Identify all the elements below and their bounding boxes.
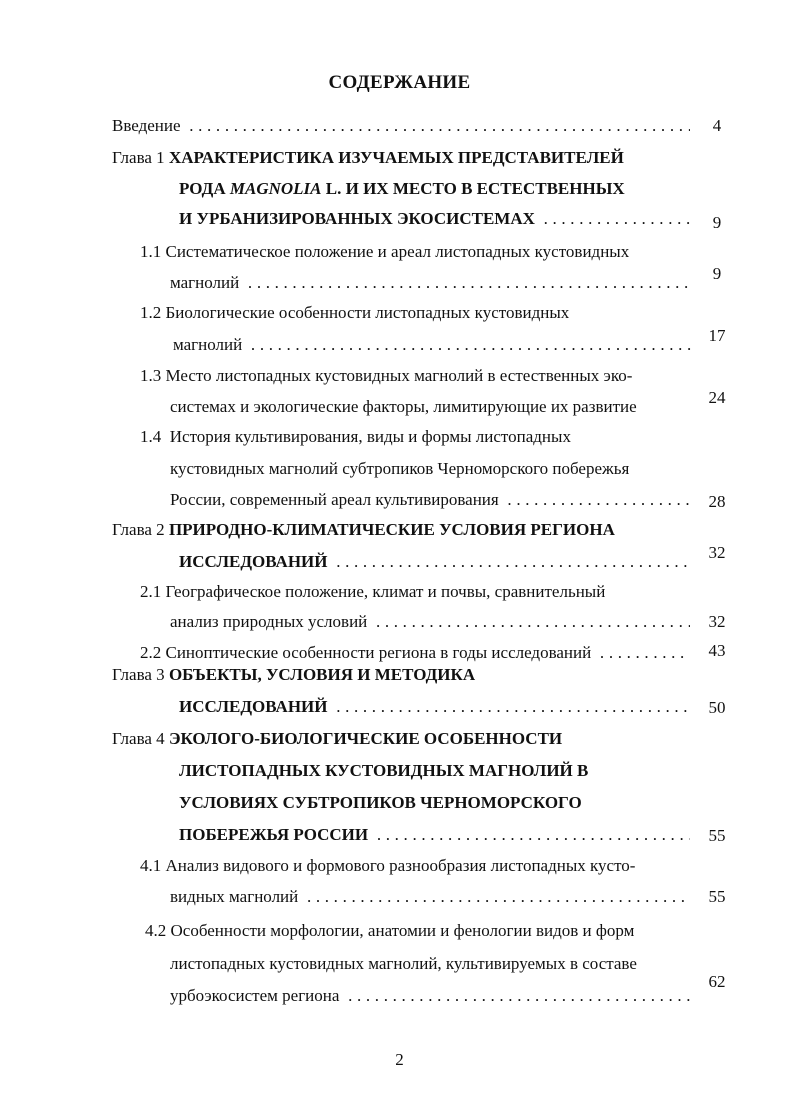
section-title: 2.2 Синоптические особенности региона в годы исследований xyxy=(140,643,592,662)
toc-page-number: 50 xyxy=(708,698,726,717)
toc-chapter-1-line-3 xyxy=(179,206,690,232)
section-title: анализ природных условий xyxy=(170,612,368,631)
chapter-title: ХАРАКТЕРИСТИКА ИЗУЧАЕМЫХ ПРЕДСТАВИТЕЛЕЙ xyxy=(168,148,624,167)
toc-chapter-4-line-3 xyxy=(179,790,699,816)
chapter-title: L. И ИХ МЕСТО В ЕСТЕСТВЕННЫХ xyxy=(321,179,625,198)
chapter-title: УСЛОВИЯХ СУБТРОПИКОВ ЧЕРНОМОРСКОГО xyxy=(179,793,582,812)
toc-section-4-2-line-1[interactable] xyxy=(145,918,700,944)
toc-section-4-2-line-2 xyxy=(170,951,700,977)
toc-chapter-2-line-2 xyxy=(179,549,690,575)
chapter-title: РОДА xyxy=(179,179,230,198)
toc-page-number: 55 xyxy=(708,826,726,845)
toc-section-1-4-line-1[interactable] xyxy=(140,424,700,450)
section-title: 1.2 Биологические особенности листопадных кустовидных xyxy=(140,303,570,322)
toc-section-4-1-line-2 xyxy=(170,884,690,910)
section-title: 1.4 История культивирования, виды и формы листопадных xyxy=(140,427,571,446)
chapter-title: ЛИСТОПАДНЫХ КУСТОВИДНЫХ МАГНОЛИЙ В xyxy=(179,761,589,780)
chapter-prefix: Глава 3 xyxy=(112,665,169,684)
chapter-title: ОБЪЕКТЫ, УСЛОВИЯ И МЕТОДИКА xyxy=(168,665,476,684)
toc-section-2-1-line-2 xyxy=(170,609,690,635)
section-title: 4.2 Особенности морфологии, анатомии и фенологии видов и форм xyxy=(145,921,635,940)
toc-section-1-2-line-1[interactable] xyxy=(140,300,700,326)
chapter-prefix: Глава 1 xyxy=(112,148,169,167)
toc-page-number: 4 xyxy=(712,116,722,135)
toc-section-1-3-line-1[interactable] xyxy=(140,363,700,389)
toc-chapter-1-line-2 xyxy=(179,176,699,202)
toc-entry-intro[interactable] xyxy=(112,113,690,139)
page-number: 2 xyxy=(395,1050,404,1069)
toc-entry-label: Введение xyxy=(112,116,181,135)
section-title: 1.3 Место листопадных кустовидных магнолий в естественных эко- xyxy=(140,366,633,385)
toc-chapter-4-line-2 xyxy=(179,758,699,784)
chapter-title: ИССЛЕДОВАНИЙ xyxy=(179,552,328,571)
chapter-title: ПОБЕРЕЖЬЯ РОССИИ xyxy=(179,825,369,844)
section-title: 2.1 Географическое положение, климат и почвы, сравнительный xyxy=(140,582,606,601)
toc-chapter-3-line-1[interactable] xyxy=(112,662,702,688)
toc-page-number: 17 xyxy=(708,326,726,345)
toc-section-1-4-line-2 xyxy=(170,456,700,482)
toc-page-number: 43 xyxy=(708,641,726,660)
toc-page-number: 28 xyxy=(708,492,726,511)
toc-chapter-1-line-1[interactable] xyxy=(112,145,702,171)
toc-chapter-4-line-4 xyxy=(179,822,690,848)
toc-section-1-4-line-3 xyxy=(170,487,690,513)
chapter-title: ЭКОЛОГО-БИОЛОГИЧЕСКИЕ ОСОБЕННОСТИ xyxy=(168,729,563,748)
toc-page-number: 32 xyxy=(708,543,726,562)
toc-section-1-1-line-1[interactable] xyxy=(140,239,700,265)
section-title: кустовидных магнолий субтропиков Черноморского побережья xyxy=(170,459,630,478)
toc-chapter-4-line-1[interactable] xyxy=(112,726,702,752)
section-title: магнолий xyxy=(170,273,240,292)
chapter-prefix: Глава 4 xyxy=(112,729,169,748)
section-title: видных магнолий xyxy=(170,887,299,906)
toc-page-number: 9 xyxy=(712,264,722,283)
section-title: 4.1 Анализ видового и формового разнообразия листопадных кусто- xyxy=(140,856,636,875)
section-title: магнолий xyxy=(173,335,243,354)
toc-section-2-1-line-1[interactable] xyxy=(140,579,700,605)
chapter-title: ИССЛЕДОВАНИЙ xyxy=(179,697,328,716)
toc-chapter-2-line-1[interactable] xyxy=(112,517,702,543)
genus-name: MAGNOLIA xyxy=(229,179,322,198)
chapter-title: И УРБАНИЗИРОВАННЫХ ЭКОСИСТЕМАХ xyxy=(179,209,535,228)
toc-section-1-1-line-2 xyxy=(170,270,690,296)
toc-page-number: 9 xyxy=(712,213,722,232)
page-title: СОДЕРЖАНИЕ xyxy=(328,72,471,93)
toc-section-4-1-line-1[interactable] xyxy=(140,853,700,879)
section-title: листопадных кустовидных магнолий, культивируемых в составе xyxy=(170,954,637,973)
toc-section-1-3-line-2 xyxy=(170,394,700,420)
toc-page-number: 62 xyxy=(708,972,726,991)
section-title: системах и экологические факторы, лимитирующие их развитие xyxy=(170,397,637,416)
toc-section-4-2-line-3 xyxy=(170,983,690,1009)
toc-page-number: 32 xyxy=(708,612,726,631)
toc-chapter-3-line-2 xyxy=(179,694,690,720)
chapter-title: ПРИРОДНО-КЛИМАТИЧЕСКИЕ УСЛОВИЯ РЕГИОНА xyxy=(168,520,615,539)
toc-page-number: 55 xyxy=(708,887,726,906)
chapter-prefix: Глава 2 xyxy=(112,520,169,539)
section-title: урбоэкосистем региона xyxy=(170,986,340,1005)
section-title: 1.1 Систематическое положение и ареал листопадных кустовидных xyxy=(140,242,630,261)
toc-section-1-2-line-2 xyxy=(173,332,693,358)
toc-page-number: 24 xyxy=(708,388,726,407)
section-title: России, современный ареал культивирования xyxy=(170,490,499,509)
